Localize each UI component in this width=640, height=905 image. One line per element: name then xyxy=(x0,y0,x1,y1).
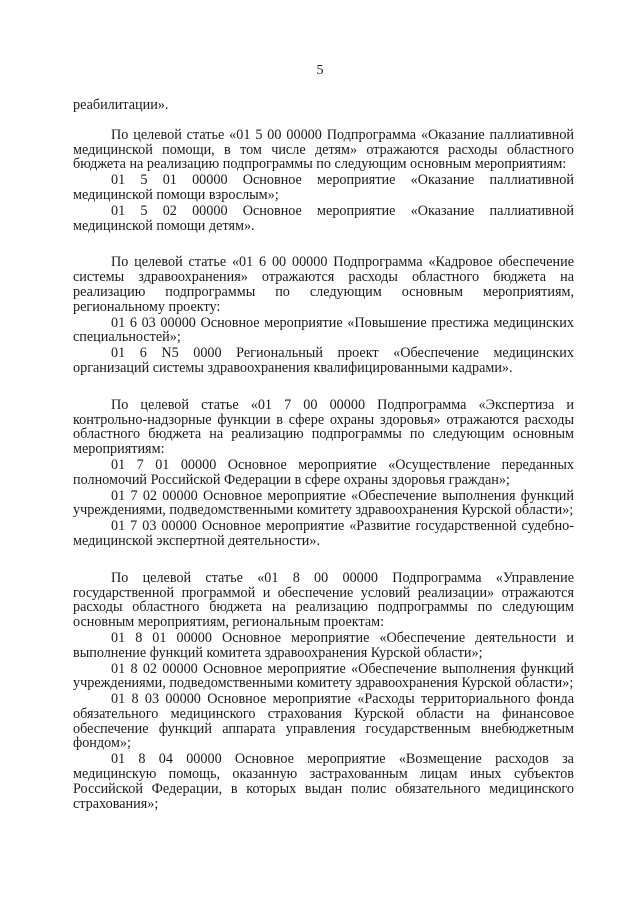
section-intro: По целевой статье «01 6 00 00000 Подпрограмма «Кадровое обеспечение системы здравоохранения» отражаются расходы областного бюджета на реализацию подпрограммы по следующим основным мероприятиям, региональному проекту: xyxy=(73,254,574,315)
list-item: 01 6 03 00000 Основное мероприятие «Повышение престижа медицинских специальностей»; xyxy=(73,314,574,346)
section-intro: По целевой статье «01 7 00 00000 Подпрограмма «Экспертиза и контрольно-надзорные функции в сфере охраны здоровья» отражаются расходы областного бюджета на реализацию подпрограммы по следующим основным мероприятиям: xyxy=(73,396,574,458)
section-subprogram-5 xyxy=(73,128,574,234)
section-subprogram-7 xyxy=(73,398,574,549)
list-item: 01 7 01 00000 Основное мероприятие «Осуществление переданных полномочий Российской Федерации в сфере охраны здоровья граждан»; xyxy=(73,456,574,488)
section-intro: По целевой статье «01 5 00 00000 Подпрограмма «Оказание паллиативной медицинской помощи, в том числе детям» отражаются расходы областного бюджета на реализацию подпрограммы по следующим основным мероприятиям: xyxy=(73,126,574,173)
list-item: 01 8 03 00000 Основное мероприятие «Расходы территориального фонда обязательного медицинского страхования Курской области на финансовое обеспечение функций аппарата управления государственным внебюджетным фондом»; xyxy=(73,691,574,752)
list-item: 01 8 01 00000 Основное мероприятие «Обеспечение деятельности и выполнение функций комитета здравоохранения Курской области»; xyxy=(73,629,574,661)
list-item: 01 7 02 00000 Основное мероприятие «Обеспечение выполнения функций учреждениями, подведомственными комитету здравоохранения Курской области»; xyxy=(73,487,574,519)
document-body xyxy=(73,98,574,811)
list-item: 01 5 01 00000 Основное мероприятие «Оказание паллиативной медицинской помощи взрослым»; xyxy=(73,172,574,203)
section-subprogram-8 xyxy=(73,571,574,812)
list-item: 01 6 N5 0000 Региональный проект «Обеспечение медицинских организаций системы здравоохранения квалифицированными кадрами». xyxy=(73,345,574,376)
list-item: 01 5 02 00000 Основное мероприятие «Оказание паллиативной медицинской помощи детям». xyxy=(73,202,574,234)
section-intro: По целевой статье «01 8 00 00000 Подпрограмма «Управление государственной программой и обеспечение условий реализации» отражаются расходы областного бюджета на реализацию подпрограммы по следующим основным мероприятиям, региональным проектам: xyxy=(73,569,574,631)
page-number: 5 xyxy=(316,63,324,78)
list-item: 01 8 04 00000 Основное мероприятие «Возмещение расходов за медицинскую помощь, оказанную застрахованным лицам иных субъектов Российской Федерации, в которых выдан полис обязательного медицинского страхования»; xyxy=(73,751,574,812)
list-item: 01 7 03 00000 Основное мероприятие «Развитие государственной судебно-медицинской экспертной деятельности». xyxy=(73,518,574,549)
section-subprogram-6 xyxy=(73,255,574,375)
continuation-text: реабилитации». xyxy=(73,97,169,113)
list-item: 01 8 02 00000 Основное мероприятие «Обеспечение выполнения функций учреждениями, подведомственными комитету здравоохранения Курской области»; xyxy=(73,660,574,692)
